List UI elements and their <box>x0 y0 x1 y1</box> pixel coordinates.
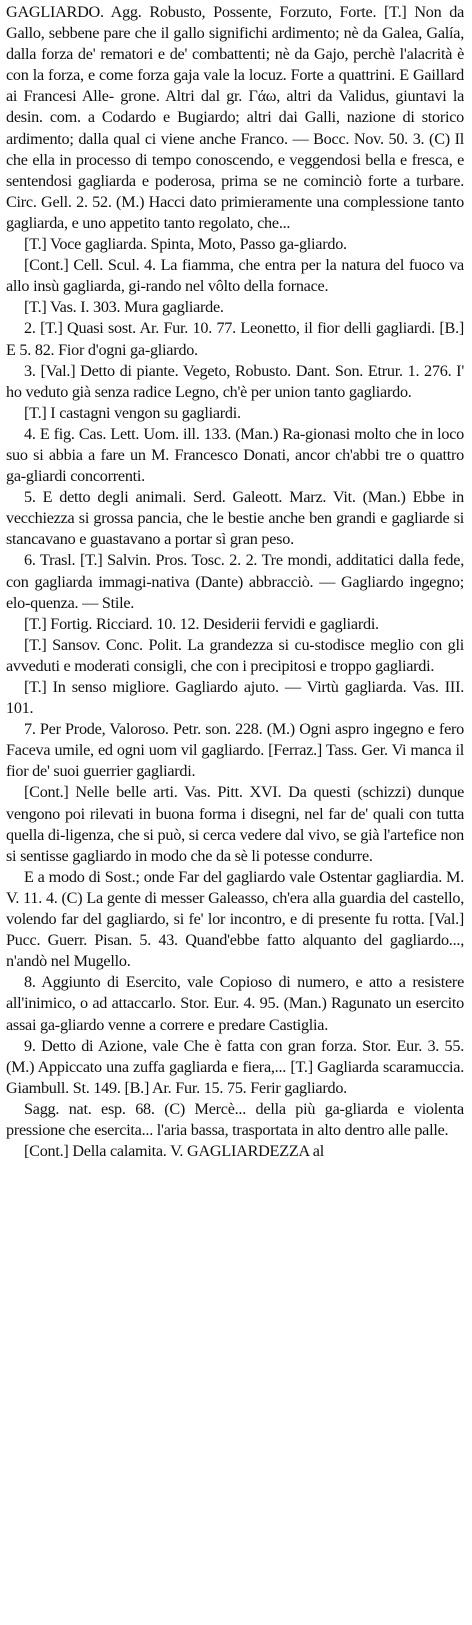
paragraph <box>6 1141 464 1162</box>
text-line: forma i disegni, nel far de' quali con tutta quella di- <box>6 804 465 844</box>
text-line: gliardi concorrenti. <box>25 467 145 486</box>
text-line: 3. [Val.] Detto di piante. Vegeto, Robusto. Dant. <box>24 361 331 380</box>
text-line: [T.] Vas. I. 303. Mura gagliarde. <box>24 298 224 317</box>
paragraph <box>6 550 464 613</box>
text-line: gliardo. <box>149 340 198 359</box>
text-line: Legno, ch'è per union tanto gagliardo. <box>175 382 412 401</box>
paragraph <box>6 297 464 318</box>
text-line: [T.] In senso migliore. Gagliardo ajuto. — Virtù <box>24 678 339 696</box>
text-line: [Cont.] Nelle belle arti. Vas. Pitt. XVI. Da <box>24 783 307 802</box>
text-line: messer Galeasso, ch'era alla guardia del castello, <box>160 888 464 907</box>
text-line: 52. (M.) Hacci dato primieramente una complessione <box>92 192 429 211</box>
text-line: Son. Etrur. 1. 276. I' ho veduto già senza radice <box>6 361 464 401</box>
text-line: tanto gagliarda, e uno appetito tanto regolato, che... <box>6 192 465 232</box>
line-end-hyphen: - <box>293 235 299 254</box>
text-line: Quand'ebbe fatto alquanto del gagliardo..., n'andò <box>6 931 464 971</box>
text-line: e gagliardi. <box>309 614 379 633</box>
text-line: [T.] Voce gagliarda. Spinta, Moto, Passo ga- <box>24 235 299 254</box>
paragraph <box>6 614 464 635</box>
line-end-hyphen: - <box>144 340 150 359</box>
text-line: 2. [T.] Quasi sost. Ar. Fur. 10. 77. Leonetto, il <box>24 319 313 338</box>
text-line: 4. E fig. Cas. Lett. Uom. ill. 133. (Man.) Ra- <box>24 424 306 443</box>
text-line: rando nel vôlto della fornace. <box>145 277 329 296</box>
text-line: ella in processo di tempo conoscendo, e veggendosi <box>32 150 361 169</box>
text-line: forza. Stor. Eur. 3. 55. (M.) Appiccato una zuffa <box>6 1036 464 1076</box>
text-line: Eur. 4. 95. (Man.) Ragunato un esercito assai ga- <box>6 994 464 1034</box>
paragraph <box>6 719 464 782</box>
paragraph <box>6 677 464 719</box>
text-line: e guastavano a portar sì gran peso. <box>79 530 294 549</box>
text-line: fior delli gagliardi. [B.] E 5. 82. Fior d'ogni ga- <box>6 319 465 359</box>
line-end-hyphen: - <box>140 277 146 296</box>
text-line: [T.] I castagni vengon su gagliardi. <box>24 403 241 422</box>
paragraph <box>6 234 464 255</box>
text-line: [Cont.] Della calamita. V. GAGLIARDEZZA al <box>24 1142 324 1161</box>
text-line: Forte. [T.] Non da Gallo, sebbene pare che il gallo <box>6 3 465 43</box>
text-line: questi (schizzi) dunque vengono poi rilevati in buona <box>6 783 465 823</box>
line-end-hyphen: - <box>309 635 315 654</box>
line-end-hyphen: - <box>299 424 306 443</box>
line-end-hyphen: - <box>25 593 31 612</box>
text-line: gliardo. <box>298 235 347 254</box>
text-line: per la natura del fuoco va allo insù gagliarda, gi- <box>6 256 464 296</box>
text-line: [T.] Sansov. Conc. Polit. La grandezza si cu- <box>24 635 315 654</box>
text-line: 9. Detto di Azione, vale Che è fatta con gran <box>24 1036 316 1055</box>
text-line: presente fu rotta. [Val.] Pucc. Guerr. Pisan. 5. 43. <box>6 910 465 950</box>
text-line: gagliarda e fiera,... [T.] Gagliarda scaramuccia. <box>169 1057 464 1076</box>
paragraph <box>6 1099 464 1141</box>
text-line: volendo far del gagliardo, si fe' lor incontro, e di <box>6 910 314 929</box>
text-line: 5. E detto degli animali. Serd. Galeott. Marz. <box>24 488 327 507</box>
text-line: e atto a resistere all'inimico, o ad attaccarlo. Stor. <box>6 973 465 1013</box>
paragraph <box>6 403 464 424</box>
text-line: sè li potesse condurre. <box>234 846 373 865</box>
paragraph <box>6 972 464 1035</box>
line-end-hyphen: - <box>60 825 66 844</box>
paragraph <box>6 782 464 866</box>
text-line: GAGLIARDO. Agg. Robusto, Possente, Forzuto, <box>6 3 332 21</box>
text-line: Vit. (Man.) Ebbe in vecchiezza si grossa pancia, che <box>6 488 464 528</box>
text-line: de' rematori e de' combattenti; nè da Gajo, perchè <box>77 45 395 64</box>
text-line: Francesco Donati, ancor ch'abbi tre o quattro ga- <box>6 445 464 486</box>
text-line: l'alacrità è con la forza, e come forza gaja vale la <box>6 45 464 85</box>
text-line: ligenza, che si può, si cerca vedere dal vivo, se già <box>65 825 380 844</box>
paragraph <box>6 361 464 403</box>
text-line: fior de' suoi guerrier gagliardi. <box>6 762 196 781</box>
text-line: uom vil gagliardo. [Ferraz.] Tass. Ger. Vi manca il <box>148 741 464 760</box>
text-line: significhi ardimento; nè da Galea, Galía, dalla forza <box>6 24 465 64</box>
text-line: Sagg. nat. esp. 68. (C) Mercè... della più ga- <box>24 1099 345 1118</box>
paragraph <box>6 487 464 550</box>
text-line: gagliardo. <box>284 1078 347 1097</box>
text-line: bella e fresca, e sentendosi gagliarda e poderosa, <box>6 150 465 190</box>
text-line: Giambull. St. 149. [B.] Ar. Fur. 15. 75. Ferir <box>6 1078 281 1097</box>
paragraph <box>6 867 464 972</box>
text-line: 6. Trasl. [T.] Salvin. Pros. Tosc. 2. 2. Tre <box>24 551 283 570</box>
text-line: nel Mugello. <box>50 952 131 971</box>
text-line: [T.] Fortig. Ricciard. 10. 12. Desiderii fervidi <box>24 614 306 633</box>
text-line: gionasi molto che in loco suo si abbia a fare un M. <box>6 424 464 464</box>
entry-body <box>6 2 464 234</box>
text-line: [Cont.] Cell. Scul. 4. La fiamma, che entra <box>24 256 296 275</box>
text-line: grone. Altri dal gr. Γάω, altri da Validus, giuntavi <box>120 87 447 106</box>
text-line: Ostentar gagliardia. M. V. 11. 4. (C) La gente di <box>6 867 464 907</box>
text-line: Galli, nazione di storico ardimento; dalla qual ci <box>6 108 465 148</box>
paragraph <box>6 318 464 360</box>
text-line: che con i precipitosi e troppo gagliardi. <box>190 656 435 675</box>
paragraph <box>6 1036 464 1099</box>
text-line: Ogni aspro ingegno e fero Faceva umile, ed ogni <box>6 720 464 760</box>
line-end-hyphen: - <box>108 87 114 106</box>
text-line: gliarda e violenta pressione che esercita... l'aria <box>6 1099 464 1139</box>
line-end-hyphen: - <box>146 572 152 591</box>
line-end-hyphen: - <box>20 467 26 486</box>
text-line: 8. Aggiunto di Esercito, vale Copioso di numero, <box>24 973 349 992</box>
line-end-hyphen: - <box>54 1015 60 1034</box>
text-line: locuz. Forte a quattrini. E Gaillard ai Francesi Alle- <box>6 66 465 106</box>
text-line: nativa (Dante) abbracciò. — Gagliardo ingegno; elo- <box>6 572 464 612</box>
paragraph <box>6 255 464 297</box>
text-line: viene anche Franco. — Bocc. Nov. 50. 3. (C) Il che <box>6 129 464 169</box>
text-line: bassa, trasportata in alto dentro alle palle. <box>190 1120 449 1139</box>
paragraph <box>6 424 464 487</box>
text-line: 7. Per Prode, Valoroso. Petr. son. 228. (M.) <box>24 720 295 739</box>
text-line: le bestie anche ben grandi e gagliarde si stancavano <box>6 509 465 549</box>
text-line: stodisce meglio con gli avveduti e moderati consigli, <box>6 635 465 675</box>
text-line: gliardo venne a correre e predare Castiglia. <box>59 1015 329 1034</box>
text-line: quenza. — Stile. <box>30 593 135 612</box>
text-line: l'artefice non si sentisse gagliardo in modo che da <box>6 825 465 865</box>
text-line: gagliarda. Vas. III. 101. <box>6 678 465 718</box>
text-line: mondi, additatici dalla fede, con gagliarda immagi- <box>6 551 464 591</box>
line-end-hyphen: - <box>339 1099 345 1118</box>
text-line: la desin. com. a Codardo e Bugiardo; altri dai <box>6 87 465 127</box>
paragraph <box>6 635 464 677</box>
text-line: prima se ne cominciò forte a turbare. Circ. Gell. 2. <box>6 171 464 211</box>
text-line: E a modo di Sost.; onde Far del gagliardo vale <box>24 867 316 886</box>
